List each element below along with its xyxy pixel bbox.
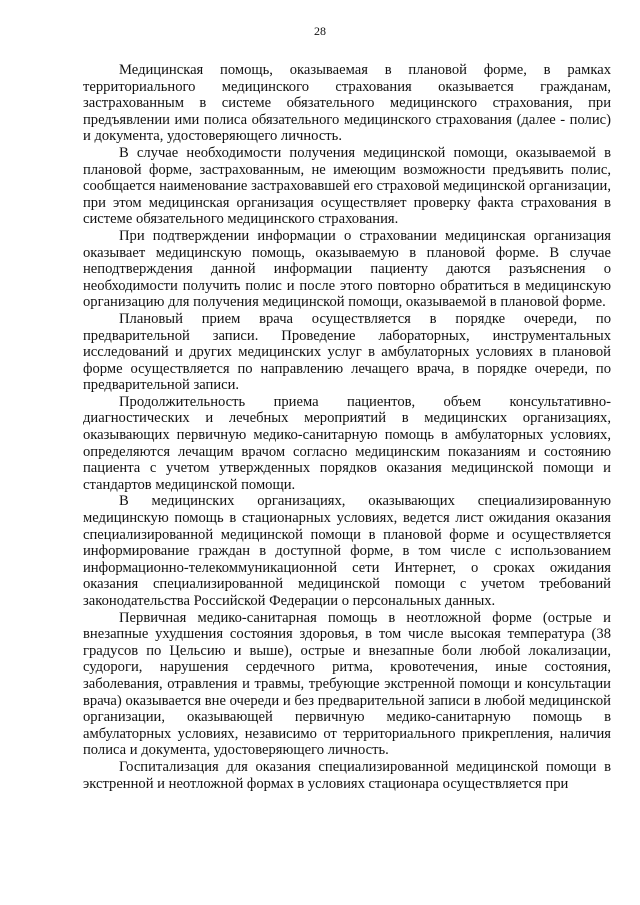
paragraph-urgent-care: Первичная медико-санитарная помощь в неотложной форме (острые и внезапные ухудшения состояния здоровья, в том числе высокая температура (38 градусов по Цельсию и выше), острые и внезапные боли любой локализации, судороги, нарушения сердечного ритма, кровотечения, иные состояния, заболевания, отравления и травмы, требующие экстренной помощи и консультации врача) оказывается вне очереди и без предварительной записи в любой медицинской организации, оказывающей первичную медико-санитарную помощь в амбулаторных условиях, независимо от территориального прикрепления, наличия полиса и документа, удостоверяющего личность. bbox=[83, 609, 611, 759]
paragraph-hospitalization: Госпитализация для оказания специализированной медицинской помощи в экстренной и неотложной формах в условиях стационара осуществляется при bbox=[83, 758, 611, 792]
document-body bbox=[83, 62, 611, 792]
page-number: 28 bbox=[314, 24, 326, 38]
paragraph-planned-appointment: Плановый прием врача осуществляется в порядке очереди, по предварительной записи. Проведение лабораторных, инструментальных исследований и других медицинских услуг в амбулаторных условиях в плановой форме осуществляется по направлению лечащего врача, в порядке очереди, по предварительной записи. bbox=[83, 310, 611, 394]
paragraph-waiting-list: В медицинских организациях, оказывающих специализированную медицинскую помощь в стационарных условиях, ведется лист ожидания оказания специализированной медицинской помощи в плановой форме и осуществляется информирование граждан в доступной форме, в том числе с использованием информационно-телекоммуникационной сети Интернет, о сроках ожидания оказания специализированной медицинской помощи с учетом требований законодательства Российской Федерации о персональных данных. bbox=[83, 493, 611, 609]
paragraph-planned-care-insured: Медицинская помощь, оказываемая в плановой форме, в рамках территориального медицинского страхования оказывается гражданам, застрахованным в системе обязательного медицинского страхования, при предъявлении ими полиса обязательного медицинского страхования (далее - полис) и документа, удостоверяющего личность. bbox=[83, 62, 611, 145]
paragraph-no-policy: В случае необходимости получения медицинской помощи, оказываемой в плановой форме, застрахованным, не имеющим возможности предъявить полис, сообщается наименование застраховавшей его страховой медицинской организации, при этом медицинская организация осуществляет проверку факта страхования в системе обязательного медицинского страхования. bbox=[83, 144, 611, 228]
paragraph-appointment-duration: Продолжительность приема пациентов, объем консультативно-диагностических и лечебных мероприятий в медицинских организациях, оказывающих первичную медико-санитарную помощь в амбулаторных условиях, определяются лечащим врачом согласно медицинским показаниям и состоянию пациента с учетом утвержденных порядков оказания медицинской помощи и стандартов медицинской помощи. bbox=[83, 393, 611, 493]
paragraph-insurance-confirmation: При подтверждении информации о страховании медицинская организация оказывает медицинскую помощь, оказываемую в плановой форме. В случае неподтверждения данной информации пациенту даются разъяснения о необходимости получить полис и после этого повторно обратиться в медицинскую организацию для получения медицинской помощи, оказываемой в плановой форме. bbox=[83, 227, 611, 311]
